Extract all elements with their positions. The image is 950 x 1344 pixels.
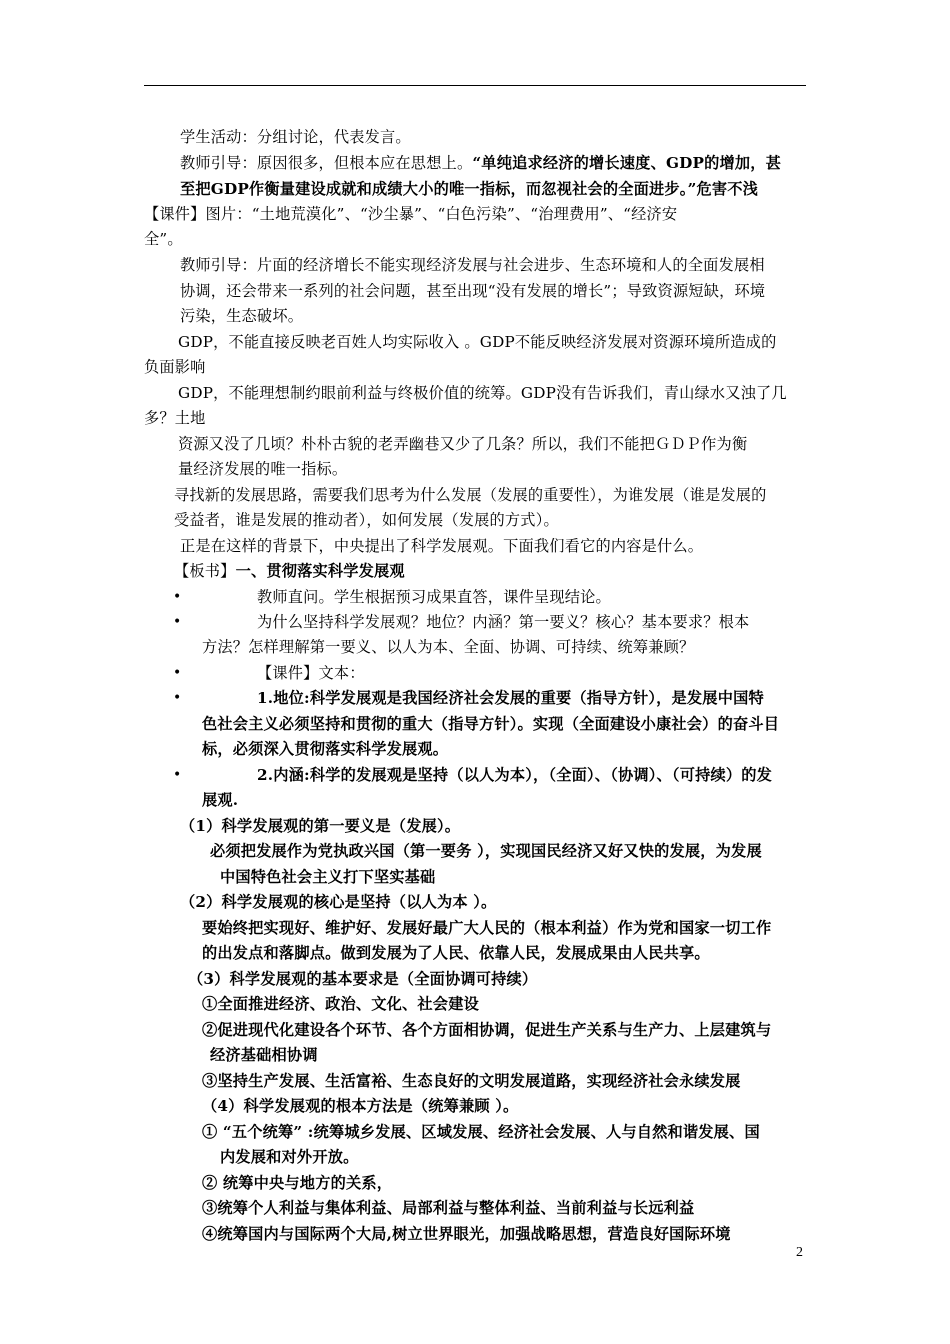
text-line: 的出发点和落脚点。做到发展为了人民、依靠人民，发展成果由人民共享。 — [202, 944, 710, 962]
text-line: （4）科学发展观的根本方法是（统筹兼顾 ）。 — [202, 1097, 519, 1115]
text-line: 全”。 — [144, 230, 183, 248]
text-line: 要始终把实现好、维护好、发展好最广大人民的（根本利益）作为党和国家一切工作 — [202, 919, 772, 937]
text-line: 教师引导：原因很多，但根本应在思想上。“单纯追求经济的增长速度、GDP的增加，甚 — [180, 154, 782, 172]
text-line: 展观. — [202, 791, 239, 809]
text-line: 【课件】图片：“土地荒漠化”、“沙尘暴”、“白色污染”、“治理费用”、“经济安 — [144, 205, 678, 223]
text-line: 负面影响 — [144, 358, 206, 376]
text-line: 正是在这样的背景下，中央提出了科学发展观。下面我们看它的内容是什么。 — [180, 537, 704, 555]
text-line: 协调，还会带来一系列的社会问题，甚至出现“没有发展的增长”；导致资源短缺，环境 — [180, 282, 766, 300]
list-bullet: • — [173, 614, 182, 630]
text-line: 色社会主义必须坚持和贯彻的重大（指导方针）。实现（全面建设小康社会）的奋斗目 — [202, 715, 780, 733]
text-line: 经济基础相协调 — [210, 1046, 318, 1064]
text-line: 至把GDP作衡量建设成就和成绩大小的唯一指标，而忽视社会的全面进步。”危害不浅 — [180, 180, 759, 198]
text-line: 2.内涵:科学的发展观是坚持（以人为本），（全面）、（协调）、（可持续）的发 — [257, 766, 773, 784]
text-line: 受益者，谁是发展的推动者），如何发展（发展的方式）。 — [174, 511, 559, 529]
text-line: GDP，不能直接反映老百姓人均实际收入 。GDP不能反映经济发展对资源环境所造成的 — [178, 333, 777, 351]
text-line: ②促进现代化建设各个环节、各个方面相协调，促进生产关系与生产力、上层建筑与 — [202, 1021, 772, 1039]
text-line: 为什么坚持科学发展观？地位？内涵？第一要义？核心？基本要求？根本 — [257, 613, 750, 631]
text-line: 1.地位:科学发展观是我国经济社会发展的重要（指导方针），是发展中国特 — [257, 689, 764, 707]
text-line: 内发展和对外开放。 — [220, 1148, 359, 1166]
text-line: GDP，不能理想制约眼前利益与终极价值的统筹。GDP没有告诉我们，青山绿水又浊了几 — [178, 384, 787, 402]
text-line: ③坚持生产发展、生活富裕、生态良好的文明发展道路，实现经济社会永续发展 — [202, 1072, 741, 1090]
text-line: 标，必须深入贯彻落实科学发展观。 — [202, 740, 449, 758]
text-line: 【板书】一、贯彻落实科学发展观 — [174, 562, 405, 580]
text-line: ④统筹国内与国际两个大局,树立世界眼光，加强战略思想，营造良好国际环境 — [202, 1225, 731, 1243]
text-line: 【课件】文本： — [257, 664, 365, 682]
text-line: ② 统筹中央与地方的关系， — [202, 1174, 393, 1192]
text-line: ① “五个统筹” :统筹城乡发展、区域发展、经济社会发展、人与自然和谐发展、国 — [202, 1123, 760, 1141]
text-line: 寻找新的发展思路，需要我们思考为什么发展（发展的重要性），为谁发展（谁是发展的 — [174, 486, 767, 504]
text-line: 污染，生态破坏。 — [180, 307, 304, 325]
text-line: 教师引导：片面的经济增长不能实现经济发展与社会进步、生态环境和人的全面发展相 — [180, 256, 765, 274]
list-bullet: • — [173, 690, 182, 706]
text-line: 多？土地 — [144, 409, 206, 427]
text-line: 必须把发展作为党执政兴国（第一要务 ），实现国民经济又好又快的发展，为发展 — [210, 842, 762, 860]
text-line: （2）科学发展观的核心是坚持（以人为本 ）。 — [180, 893, 497, 911]
list-bullet: • — [173, 589, 182, 605]
header-rule — [144, 85, 806, 86]
page-number: 2 — [796, 1245, 803, 1260]
text-line: 量经济发展的唯一指标。 — [178, 460, 348, 478]
text-line: 教师直问。学生根据预习成果直答，课件呈现结论。 — [257, 588, 611, 606]
text-line: （3）科学发展观的基本要求是（全面协调可持续） — [188, 970, 538, 988]
text-line: ③统筹个人利益与集体利益、局部利益与整体利益、当前利益与长远利益 — [202, 1199, 695, 1217]
text-line: ①全面推进经济、政治、文化、社会建设 — [202, 995, 479, 1013]
text-line: 中国特色社会主义打下坚实基础 — [220, 868, 436, 886]
text-line: 学生活动：分组讨论，代表发言。 — [180, 128, 411, 146]
list-bullet: • — [173, 665, 182, 681]
list-bullet: • — [173, 767, 182, 783]
text-line: 方法？怎样理解第一要义、以人为本、全面、协调、可持续、统筹兼顾？ — [202, 638, 695, 656]
text-line: 资源又没了几顷？朴朴古貌的老弄幽巷又少了几条？所以，我们不能把ＧＤＰ作为衡 — [178, 435, 748, 453]
text-line: （1）科学发展观的第一要义是（发展）。 — [180, 817, 461, 835]
